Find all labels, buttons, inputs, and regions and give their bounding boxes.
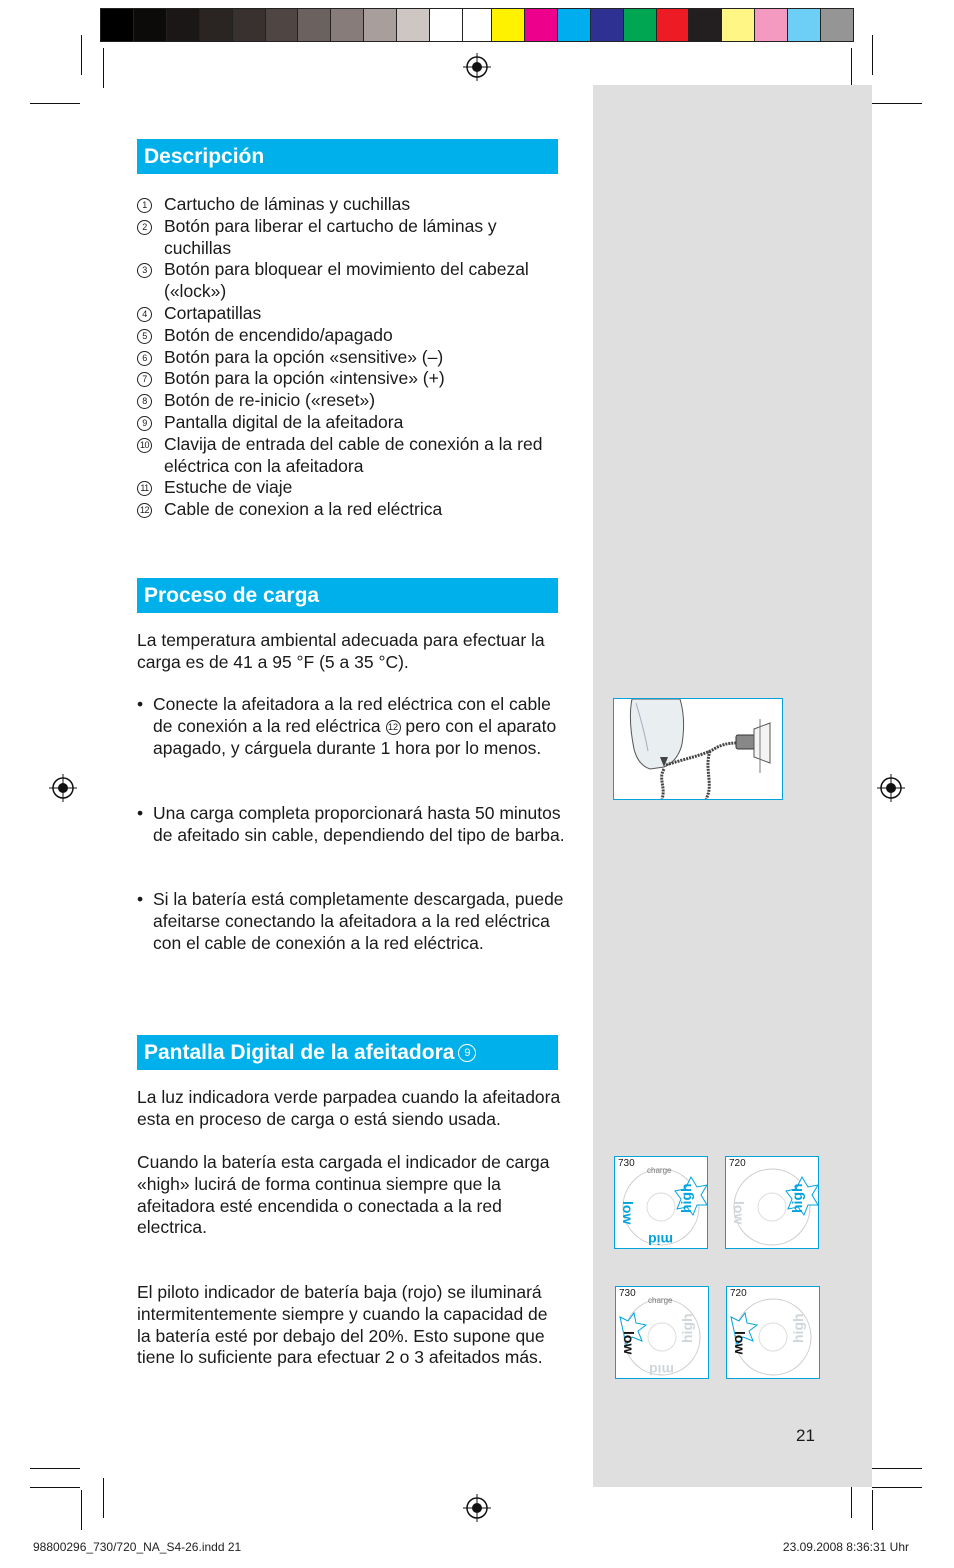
- item-text: Cortapatillas: [164, 302, 262, 323]
- list-item: [137, 303, 567, 325]
- color-swatch: [492, 9, 525, 41]
- list-item: [137, 325, 567, 347]
- display-panel-720-low: [726, 1286, 820, 1379]
- model-label: 720: [729, 1158, 746, 1169]
- color-swatch: [624, 9, 657, 41]
- list-item: [137, 194, 567, 216]
- color-swatch: [298, 9, 331, 41]
- list-item: [137, 216, 567, 260]
- section-title: Descripción: [144, 145, 265, 168]
- model-label: 730: [618, 1158, 635, 1169]
- list-item: [137, 390, 567, 412]
- bullet-text-part: pero con el aparato apagado, y cárguela durante 1 hora por lo menos.: [153, 715, 557, 758]
- item-number: 11: [137, 481, 152, 496]
- item-number: 8: [137, 394, 152, 409]
- mid-label: mid: [648, 1232, 673, 1248]
- display-dial: [616, 1287, 708, 1378]
- charge-label: charge: [647, 1166, 672, 1175]
- charging-bullet-2: [137, 803, 567, 847]
- charging-illustration: [613, 698, 783, 800]
- color-swatch: [331, 9, 364, 41]
- low-label: low: [732, 1331, 748, 1355]
- item-text: Estuche de viaje: [164, 477, 293, 498]
- display-panel-730-low: [615, 1286, 709, 1379]
- list-item: [137, 347, 567, 369]
- low-label: low: [731, 1201, 747, 1225]
- bullet-text: [153, 694, 567, 759]
- model-label: 720: [730, 1288, 747, 1299]
- item-text: Botón de re-inicio («reset»): [164, 390, 376, 411]
- charge-label: charge: [648, 1296, 673, 1305]
- crop-mark: [30, 1468, 80, 1469]
- charging-bullet-1: [137, 694, 567, 759]
- registration-mark: [49, 774, 77, 802]
- crop-mark: [103, 48, 104, 88]
- item-number: 10: [137, 438, 152, 453]
- display-panel-720-high: [725, 1156, 819, 1249]
- item-text: Cable de conexion a la red eléctrica: [164, 499, 443, 520]
- item-number: 3: [137, 263, 152, 278]
- crop-mark: [30, 103, 80, 104]
- display-dial: [726, 1157, 818, 1248]
- color-swatch: [397, 9, 430, 41]
- parts-list: [137, 194, 567, 521]
- color-swatch: [689, 9, 722, 41]
- color-bar-gap: [463, 9, 492, 41]
- item-text: Botón para la opción «intensive» (+): [164, 368, 445, 389]
- color-swatch: [657, 9, 690, 41]
- crop-mark: [872, 1490, 873, 1530]
- list-item: [137, 499, 567, 521]
- color-swatch: [430, 9, 463, 41]
- crop-mark: [872, 103, 922, 104]
- high-label: high: [790, 1313, 806, 1343]
- color-swatch: [233, 9, 266, 41]
- section-heading-descripcion: [137, 139, 558, 174]
- item-text: Pantalla digital de la afeitadora: [164, 411, 404, 432]
- crop-mark: [872, 35, 873, 75]
- color-swatch: [167, 9, 200, 41]
- bullet-text-part: Conecte la afeitadora a la red eléctrica con el cable de conexión a la red eléctrica: [153, 694, 551, 736]
- section-heading-pantalla: [137, 1035, 558, 1070]
- color-swatch: [755, 9, 788, 41]
- color-swatch: [525, 9, 558, 41]
- low-label: low: [621, 1331, 637, 1355]
- item-reference: 9: [458, 1044, 476, 1062]
- mid-label: mid: [649, 1362, 674, 1378]
- crop-mark: [872, 1487, 922, 1488]
- display-para-3: El piloto indicador de batería baja (rojo) se iluminará intermitentemente siempre y cuando la capacidad de la batería esté por debajo del 20%. Esto supone que tiene lo suficiente para efectuar 2 o 3 afeitados más.: [137, 1282, 548, 1368]
- registration-mark: [877, 774, 905, 802]
- item-text: Botón para liberar el cartucho de láminas y cuchillas: [164, 215, 497, 258]
- item-number: 9: [137, 416, 152, 431]
- color-swatch: [364, 9, 397, 41]
- item-text: Botón de encendido/apagado: [164, 324, 393, 345]
- item-number: 7: [137, 372, 152, 387]
- shaver-plug-drawing: [614, 699, 782, 799]
- display-para-1: La luz indicadora verde parpadea cuando la afeitadora esta en proceso de carga o está siendo usada.: [137, 1087, 561, 1129]
- item-number: 6: [137, 351, 152, 366]
- section-heading-carga: [137, 578, 558, 613]
- list-item: [137, 412, 567, 434]
- low-label: low: [620, 1201, 636, 1225]
- display-dial: [727, 1287, 819, 1378]
- bullet-mark: •: [137, 694, 144, 714]
- section-title: Pantalla Digital de la afeitadora: [144, 1041, 455, 1064]
- registration-mark: [463, 53, 491, 81]
- crop-mark: [851, 48, 852, 88]
- section-title: Proceso de carga: [144, 584, 320, 607]
- list-item: [137, 434, 567, 478]
- footer-timestamp: 23.09.2008 8:36:31 Uhr: [782, 1540, 909, 1554]
- item-number: 2: [137, 220, 152, 235]
- charging-bullet-3: [137, 889, 567, 954]
- item-text: Cartucho de láminas y cuchillas: [164, 194, 411, 214]
- item-reference: 12: [386, 720, 401, 735]
- color-swatch: [788, 9, 821, 41]
- color-swatch: [722, 9, 755, 41]
- bullet-mark: •: [137, 889, 144, 909]
- item-number: 1: [137, 198, 152, 213]
- page-number: 21: [796, 1426, 815, 1445]
- color-swatch: [591, 9, 624, 41]
- crop-mark: [81, 1490, 82, 1530]
- charging-intro: La temperatura ambiental adecuada para efectuar la carga es de 41 a 95 °F (5 a 35 °C).: [137, 630, 545, 672]
- bullet-text: Si la batería está completamente descargada, puede afeitarse conectando la afeitadora a la red eléctrica con el cable de conexión a la red eléctrica.: [153, 889, 564, 953]
- color-swatch: [134, 9, 167, 41]
- color-swatch: [821, 9, 853, 41]
- item-text: Clavija de entrada del cable de conexión a la red eléctrica con la afeitadora: [164, 433, 543, 476]
- item-number: 5: [137, 329, 152, 344]
- registration-mark: [463, 1494, 491, 1522]
- color-swatch: [266, 9, 299, 41]
- crop-mark: [30, 1487, 80, 1488]
- color-swatch: [101, 9, 134, 41]
- bullet-text: Una carga completa proporcionará hasta 50 minutos de afeitado sin cable, dependiendo del tipo de barba.: [153, 803, 565, 845]
- printer-color-bar: [100, 8, 854, 42]
- display-para-2: Cuando la batería esta cargada el indicador de carga «high» lucirá de forma continua siempre que la afeitadora esté encendida o conectada a la red electrica.: [137, 1152, 550, 1238]
- list-item: [137, 368, 567, 390]
- high-label: high: [678, 1183, 694, 1213]
- color-swatch: [558, 9, 591, 41]
- item-text: Botón para bloquear el movimiento del cabezal («lock»): [164, 259, 529, 302]
- crop-mark: [872, 1468, 922, 1469]
- list-item: [137, 259, 567, 303]
- model-label: 730: [619, 1288, 636, 1299]
- footer-file-info: 98800296_730/720_NA_S4-26.indd 21: [33, 1540, 242, 1554]
- crop-mark: [103, 1478, 104, 1518]
- color-swatch: [200, 9, 233, 41]
- item-number: 4: [137, 307, 152, 322]
- item-number: 12: [137, 503, 152, 518]
- display-panel-730-high: [614, 1156, 708, 1249]
- high-label: high: [789, 1183, 805, 1213]
- item-text: Botón para la opción «sensitive» (–): [164, 346, 444, 367]
- crop-mark: [81, 35, 82, 75]
- high-label: high: [679, 1313, 695, 1343]
- display-dial: [615, 1157, 707, 1248]
- list-item: [137, 477, 567, 499]
- bullet-mark: •: [137, 803, 144, 823]
